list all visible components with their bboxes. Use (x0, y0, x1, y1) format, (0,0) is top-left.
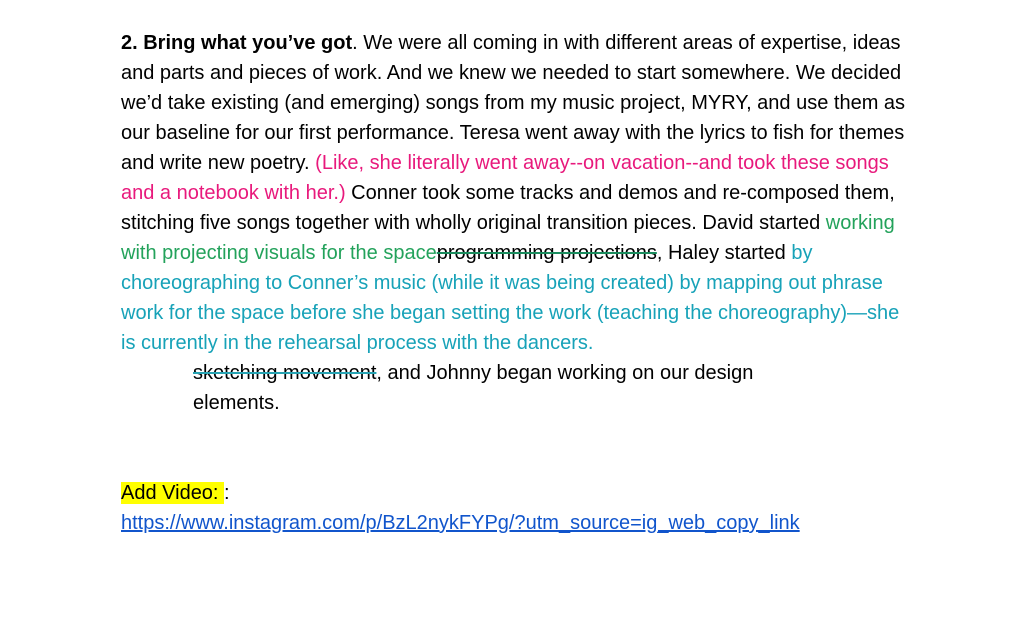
document-body (121, 28, 911, 538)
sketching-deleted-text: sketching movement (193, 362, 377, 384)
add-video-label: Add Video: (121, 482, 225, 504)
instagram-video-link[interactable]: https://www.instagram.com/p/BzL2nykFYPg/?utm_source=ig_web_copy_link (121, 512, 800, 534)
blank-space (121, 418, 911, 478)
david-suggested-insert: working with projecting visuals for the space (121, 212, 895, 264)
paragraph-intro: . We were all coming in with different areas of expertise, ideas and parts and pieces of work. And we knew we needed to start somewhere. We decided we’d take existing (and emerging) songs from my music project, MYRY, and use them as our baseline for our first performance. Teresa went away with the lyrics to fish for themes and write new poetry. (121, 32, 906, 174)
pink-comment: (Like, she literally went away--on vacation--and took these songs and a notebook with her.) (121, 152, 889, 204)
haley-suggested-insert: by choreographing to Conner’s music (while it was being created) by mapping out phrase work for the space before she began setting the work (teaching the choreography)—she is currently in the rehearsal process with the dancers. (121, 242, 900, 354)
add-video-line (121, 478, 911, 508)
haley-text: , Haley started (656, 242, 792, 264)
paragraph-heading: 2. Bring what you’ve got (121, 32, 353, 54)
add-video-colon: : (224, 482, 230, 504)
conner-text: Conner took some tracks and demos and re-composed them, stitching five songs together with wholly original transition pieces. David started (121, 182, 895, 234)
david-deleted-text: programming projections (436, 242, 657, 264)
indented-paragraph (193, 358, 833, 418)
johnny-text: , and Johnny began working on our design elements. (193, 362, 754, 414)
video-link-line (121, 508, 911, 538)
paragraph-bring-what-youve-got (121, 28, 911, 358)
